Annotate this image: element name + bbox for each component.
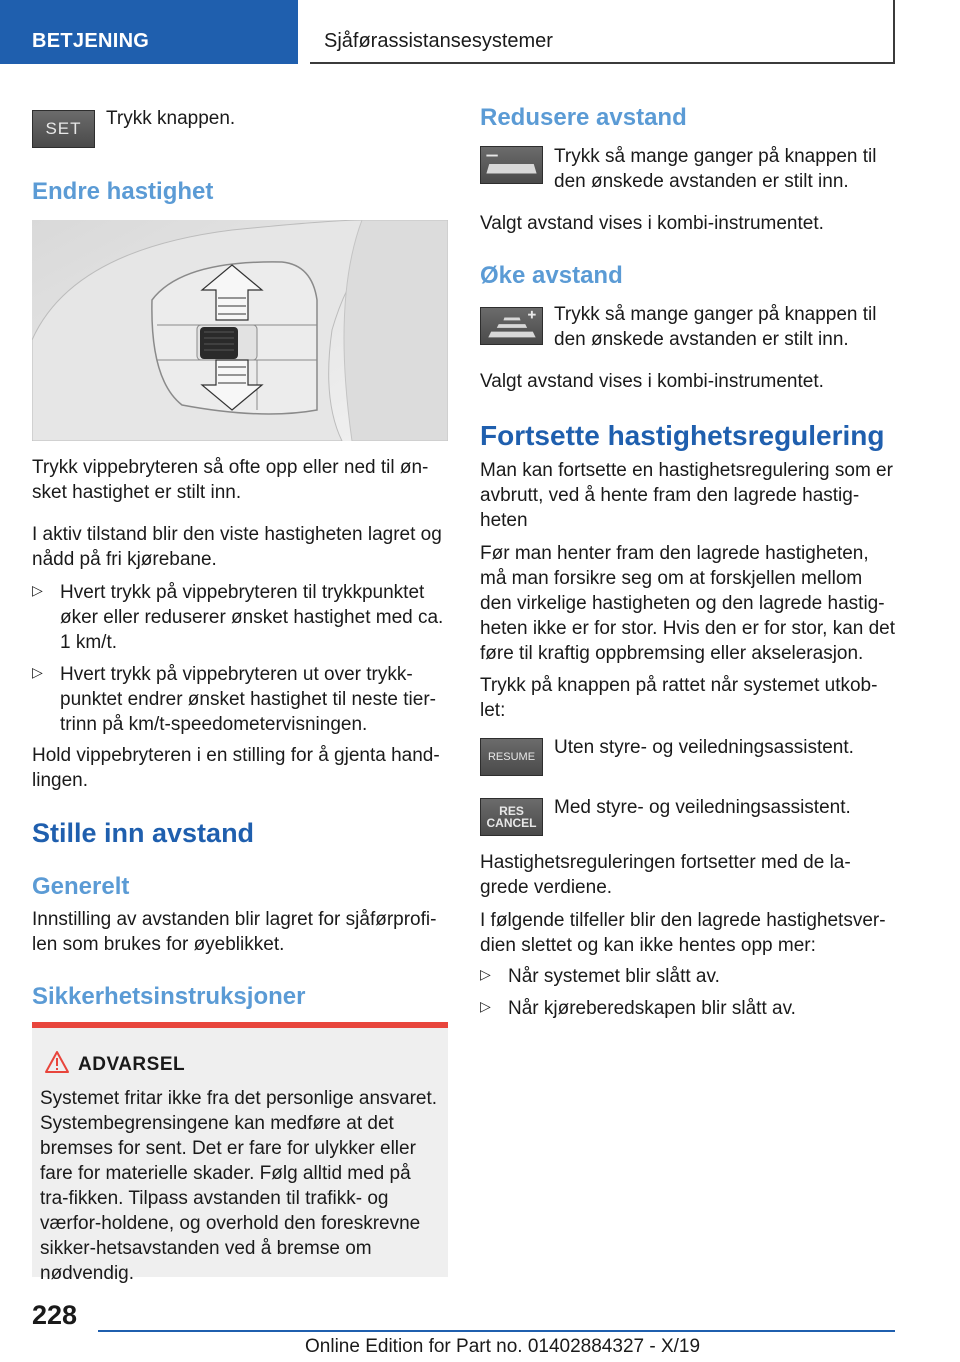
redusere-instruction: Trykk så mange ganger på knappen til den ønskede avstanden er stilt inn. <box>554 146 877 192</box>
distance-increase-button-image <box>480 307 543 345</box>
resume-button-label: RESUME <box>487 751 536 763</box>
heading-endre-hastighet: Endre hastighet <box>32 178 214 205</box>
header-section <box>0 0 298 64</box>
paragraph-endre-1: Trykk vippebryteren så ofte opp eller ned til øn-sket hastighet er stilt inn. <box>32 457 429 503</box>
cancel-button-label: CANCEL <box>486 816 537 830</box>
list-item-text: Når systemet blir slått av. <box>508 966 720 987</box>
heading-oke-avstand: Øke avstand <box>480 262 623 289</box>
footer-rule <box>98 1330 895 1332</box>
res-button-label: RES <box>499 804 524 818</box>
fortsette-paragraph-4: Hastighetsreguleringen fortsetter med de la-grede verdiene. <box>480 852 851 898</box>
footer-edition: Online Edition for Part no. 01402884327 - X/19 <box>305 1336 701 1357</box>
set-button-image <box>32 110 95 148</box>
triangle-bullet-icon: ▷ <box>32 582 43 598</box>
oke-paragraph: Valgt avstand vises i kombi-instrumentet. <box>480 371 824 392</box>
header-section-label: BETJENING <box>32 30 150 52</box>
fortsette-paragraph-3: Trykk på knappen på rattet når systemet utkob-let: <box>480 675 878 721</box>
resume-description: Uten styre- og veiledningsassistent. <box>554 737 854 758</box>
heading-stille-inn-avstand: Stille inn avstand <box>32 818 255 848</box>
list-item-text: Hvert trykk på vippebryteren ut over trykk-punktet endrer ønsket hastighet til neste tier-trinn på km/t-speedometervisningen. <box>60 664 436 735</box>
resume-button-image <box>480 738 543 776</box>
triangle-bullet-icon: ▷ <box>32 664 43 680</box>
paragraph-generelt: Innstilling av avstanden blir lagret for sjåførprofi-len som brukes for øyeblikket. <box>32 909 437 955</box>
heading-generelt: Generelt <box>32 873 130 900</box>
paragraph-endre-2: I aktiv tilstand blir den viste hastigheten lagret og nådd på fri kjørebane. <box>32 524 442 570</box>
steering-wheel-illustration <box>32 220 448 441</box>
res-cancel-button-image <box>480 798 543 836</box>
page-number: 228 <box>32 1300 78 1330</box>
distance-decrease-button-image <box>480 146 543 184</box>
header-chapter-label: Sjåførassistansesystemer <box>324 30 553 52</box>
warning-triangle-icon <box>44 1050 70 1074</box>
paragraph-endre-3: Hold vippebryteren i en stilling for å gjenta hand-lingen. <box>32 745 440 791</box>
redusere-paragraph: Valgt avstand vises i kombi-instrumentet. <box>480 213 824 234</box>
triangle-bullet-icon: ▷ <box>480 998 491 1014</box>
heading-sikkerhetsinstruksjoner: Sikkerhetsinstruksjoner <box>32 983 306 1010</box>
res-cancel-description: Med styre- og veiledningsassistent. <box>554 797 851 818</box>
header-chapter <box>310 0 895 64</box>
list-item-text: Hvert trykk på vippebryteren til trykkpunktet øker eller reduserer ønsket hastighet med ca. 1 km/t. <box>60 582 444 653</box>
fortsette-paragraph-2: Før man henter fram den lagrede hastigheten, må man forsikre seg om at forskjellen mellom den virkelige hastigheten og den lagrede hastig-heten ikke er for stor. Hvis den er for stor, kan det føre til kraftig oppbremsing eller akselerasjon. <box>480 543 896 664</box>
set-instruction: Trykk knappen. <box>106 108 236 129</box>
warning-title: ADVARSEL <box>78 1054 186 1075</box>
warning-box <box>32 1022 448 1284</box>
triangle-bullet-icon: ▷ <box>480 966 491 982</box>
heading-redusere-avstand: Redusere avstand <box>480 104 687 131</box>
fortsette-paragraph-5: I følgende tilfeller blir den lagrede hastighetsver-dien slettet og kan ikke hentes opp mer: <box>480 910 886 956</box>
set-button-label: SET <box>45 119 82 138</box>
list-item-text: Når kjøreberedskapen blir slått av. <box>508 998 796 1019</box>
heading-fortsette-hastighetsregulering: Fortsette hastighetsregulering <box>480 420 885 451</box>
fortsette-paragraph-1: Man kan fortsette en hastighetsregulering som er avbrutt, ved å hente fram den lagrede hastig-heten <box>480 460 893 531</box>
warning-body: Systemet fritar ikke fra det personlige ansvaret. Systembegrensingene kan medføre at det bremses for sent. Det er fare for ulykker eller fare for materielle skader. Følg alltid med på tra-fikken. Tilpass avstanden til trafikk- og værfor-holdene, og overhold den foreskrevne sikker-hetsavstanden ved å bremse om nødvendig. <box>40 1088 438 1284</box>
oke-instruction: Trykk så mange ganger på knappen til den ønskede avstanden er stilt inn. <box>554 304 877 350</box>
